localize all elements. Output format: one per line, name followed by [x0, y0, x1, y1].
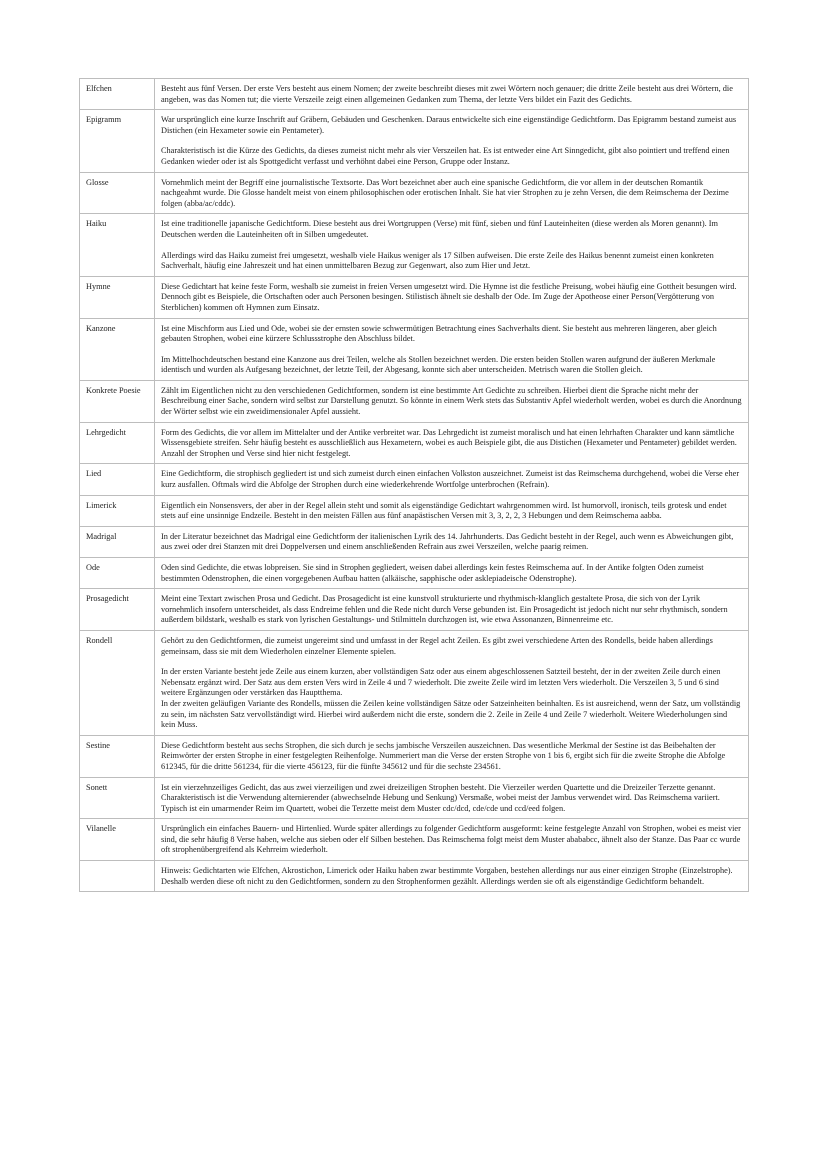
- description-cell: [155, 380, 749, 422]
- term-cell: Rondell: [80, 630, 155, 735]
- description-paragraph: Eigentlich ein Nonsensvers, der aber in der Regel allein steht und somit als eigenständige Gedichtart wahrgenommen wird. Ist humorvoll, ironisch, teils grotesk und endet stets auf eine unsinnige Endzeile. Besteht in den meisten Fällen aus fünf anapästischen Versen mit 3, 3, 2, 2, 3 Hebungen und dem Reimschema aabba.: [161, 500, 727, 521]
- description-paragraph: Form des Gedichts, die vor allem im Mittelalter und der Antike verbreitet war. Das Lehrgedicht ist zumeist moralisch und hat einen lehrhaften Charakter und kann sämtliche Wissensgebiete streifen. Sehr häufig besteht es ausschließlich aus Hexametern, wobei es auch Beispiele gibt, die aus Distichen (Hexameter und Pentameter) gebildet werden. Anzahl der Strophen und Verse sind hier nicht festgelegt.: [161, 427, 737, 458]
- description-paragraph: Ist ein vierzehnzeiliges Gedicht, das aus zwei vierzeiligen und zwei dreizeiligen Strophen besteht. Die Vierzeiler werden Quartette und die Dreizeiler Terzette genannt. Charakteristisch ist die Verwendung alternierender (abwechselnde Hebung und Senkung) Versmaße, wobei meist der Jambus verwendet wird. Das Reimschema variiert. Typisch ist ein umarmender Reim im Quartett, wobei die Terzette meist dem Muster cdc/dcd, cde/cde und ccd/eed folgen.: [161, 782, 720, 813]
- term-cell: Lied: [80, 464, 155, 495]
- table-row: [80, 380, 749, 422]
- description-paragraph: Allerdings wird das Haiku zumeist frei umgesetzt, weshalb viele Haikus weniger als 17 Silben aufweisen. Die erste Zeile des Haikus benennt zumeist einen konkreten Sachverhalt, häufig eine Jahreszeit und hat einen unmittelbaren Bezug zur Gegenwart, also zum Hier und Jetzt.: [161, 250, 714, 271]
- description-paragraph: Zählt im Eigentlichen nicht zu den verschiedenen Gedichtformen, sondern ist eine bestimmte Art Gedichte zu schreiben. Hierbei dient die Sprache nicht mehr der Beschreibung einer Sache, sondern wird selbst zur Darstellung genutzt. So könnte in einem Werk stets das Substantiv Apfel wiederholt werden, wobei es durch die Anordnung der Wörter selbst wie ein zweidimensionaler Apfel aussieht.: [161, 385, 742, 417]
- description-cell: [155, 630, 749, 735]
- table-row: [80, 318, 749, 380]
- description-cell: [155, 318, 749, 380]
- table-row: [80, 777, 749, 819]
- table-row: [80, 735, 749, 777]
- table-row: [80, 79, 749, 110]
- description-paragraph: Charakteristisch ist die Kürze des Gedichts, da dieses zumeist nicht mehr als vier Verszeilen hat. Es ist entweder eine Art Sinngedicht, gibt also pointiert und treffend einen Gedanken wieder oder ist als Spottgedicht verfasst und verhöhnt dabei eine Person, Gruppe oder Instanz.: [161, 146, 730, 166]
- table-row: [80, 464, 749, 495]
- description-cell: [155, 464, 749, 495]
- table-row: [80, 214, 749, 276]
- table-row: [80, 630, 749, 735]
- table-row: [80, 495, 749, 526]
- description-cell: [155, 735, 749, 777]
- term-cell: Elfchen: [80, 79, 155, 110]
- description-cell: [155, 495, 749, 526]
- table-row: [80, 110, 749, 172]
- term-cell: Epigramm: [80, 110, 155, 172]
- description-cell: [155, 110, 749, 172]
- term-cell: Limerick: [80, 495, 155, 526]
- description-cell: [155, 558, 749, 589]
- description-paragraph: Ursprünglich ein einfaches Bauern- und Hirtenlied. Wurde später allerdings zu folgender Gedichtform ausgeformt: keine festgelegte Anzahl von Strophen, wobei es meist vier sind, die sehr häufig 8 Verse haben, welche aus sieben oder elf Silben bestehen. Das Reimschema folgt meist dem Muster abababcc, ähnelt also der Stanze. Das Paar cc wurde oft strophenübergreifend als Kehrreim wiederholt.: [161, 824, 741, 855]
- table-row: [80, 422, 749, 464]
- table-row: [80, 172, 749, 214]
- description-paragraph: Ist eine Mischform aus Lied und Ode, wobei sie der ernsten sowie schwermütigen Betrachtung eines Sachverhalts dient. Sie besteht aus mehreren längeren, aber gleich gebauten Strophen, wobei eine kürzere Schlussstrophe den Abschluss bildet.: [161, 323, 717, 344]
- description-paragraph: Vornehmlich meint der Begriff eine journalistische Textsorte. Das Wort bezeichnet aber auch eine spanische Gedichtform, die vor allem in der deutschen Romantik nachgeahmt wurde. Die Glosse handelt meist von einem philosophischen oder erotischen Inhalt. Sie hat vier Strophen zu je zehn Versen, die dem Reimschema der Dezime folgen (abba/ac/cddc).: [161, 177, 729, 208]
- term-cell: Kanzone: [80, 318, 155, 380]
- term-cell: Madrigal: [80, 526, 155, 557]
- description-paragraph: Eine Gedichtform, die strophisch gegliedert ist und sich zumeist durch einen einfachen Volkston auszeichnet. Zumeist ist das Reimschema durchgehend, wobei die Verse eher kurz ausfallen. Oftmals wird die Abfolge der Strophen durch eine wiederkehrende Wortfolge unterbrochen (Refrain).: [161, 469, 740, 490]
- description-paragraph: Diese Gedichtart hat keine feste Form, weshalb sie zumeist in freien Versen umgesetzt wird. Die Hymne ist die festliche Preisung, wobei häufig eine Gottheit besungen wird. Dennoch gibt es Beispiele, die Ortschaften oder auch Personen besingen. Stilistisch ähnelt sie deshalb der Ode. Im Zuge der Apotheose einer Person(Vergötterung von Sterblichen) kommen oft Hymnen zum Einsatz.: [161, 281, 737, 312]
- term-cell: Sestine: [80, 735, 155, 777]
- description-cell: [155, 819, 749, 861]
- term-cell: Sonett: [80, 777, 155, 819]
- term-cell: Glosse: [80, 172, 155, 214]
- term-cell: Vilanelle: [80, 819, 155, 861]
- description-cell: [155, 172, 749, 214]
- description-paragraph: Oden sind Gedichte, die etwas lobpreisen. Sie sind in Strophen gegliedert, weisen dabei allerdings kein festes Reimschema auf. In der Antike folgten Oden zumeist bestimmten Odenstrophen, die einen vorgegebenen Aufbau hatten (alkäische, sapphische oder asklepiadeische Odenstrophe).: [161, 563, 704, 583]
- table-row: [80, 861, 749, 892]
- document-page: [79, 78, 749, 892]
- description-cell: [155, 589, 749, 631]
- table-body: [80, 79, 749, 892]
- description-cell: [155, 526, 749, 557]
- term-cell: Haiku: [80, 214, 155, 276]
- term-cell: Lehrgedicht: [80, 422, 155, 464]
- term-cell: Ode: [80, 558, 155, 589]
- description-cell: [155, 214, 749, 276]
- term-cell: [80, 861, 155, 892]
- description-paragraph: Im Mittelhochdeutschen bestand eine Kanzone aus drei Teilen, welche als Stollen bezeichnet werden. Die ersten beiden Stollen waren aufgrund der äußeren Merkmale identisch und wurden als Aufgesang bezeichnet, der letzte Teil, der Abgesang, konnte sich aber unterscheiden. Metrisch waren die Stollen gleich.: [161, 354, 716, 375]
- term-cell: Konkrete Poesie: [80, 380, 155, 422]
- term-cell: Prosagedicht: [80, 589, 155, 631]
- description-cell: [155, 276, 749, 318]
- description-paragraph: War ursprünglich eine kurze Inschrift auf Gräbern, Gebäuden und Geschenken. Daraus entwickelte sich eine eigenständige Gedichtform. Das Epigramm bestand zumeist aus Distichen (ein Hexameter sowie ein Pentameter).: [161, 115, 737, 135]
- description-paragraph: In der Literatur bezeichnet das Madrigal eine Gedichtform der italienischen Lyrik des 14. Jahrhunderts. Das Gedicht besteht in der Regel, auch wenn es Abweichungen gibt, aus zwei oder drei Stanzen mit drei Doppelversen und einem anschließenden Refrain aus zwei Verszeilen, welche paarig reimen.: [161, 531, 734, 552]
- description-cell: [155, 777, 749, 819]
- table-row: [80, 819, 749, 861]
- description-cell: [155, 79, 749, 110]
- description-paragraph: Gehört zu den Gedichtformen, die zumeist ungereimt sind und umfasst in der Regel acht Zeilen. Es gibt zwei verschiedene Arten des Rondells, beide haben allerdings gemeinsam, dass sie mit dem Wiederholen einzelner Elemente spielen.: [161, 635, 713, 656]
- description-cell: [155, 861, 749, 892]
- table-row: [80, 276, 749, 318]
- table-row: [80, 558, 749, 589]
- table-row: [80, 589, 749, 631]
- description-paragraph: Besteht aus fünf Versen. Der erste Vers besteht aus einem Nomen; der zweite beschreibt dieses mit zwei Wörtern noch genauer; die dritte Zeile besteht aus drei Wörtern, die angeben, was das Nomen tut; die vierte Verszeile zeigt einen allgemeinen Gedanken zum Thema, der letzte Vers bildet ein Fazit des Gedichts.: [161, 84, 733, 104]
- description-paragraph: Meint eine Textart zwischen Prosa und Gedicht. Das Prosagedicht ist eine kunstvoll strukturierte und rhythmisch-klanglich gestaltete Prosa, die sich von der Lyrik vornehmlich insofern unterscheidet, als dass Endreime fehlen und die Rede nicht durch Verse gebunden ist. Ein Prosagedicht ist jedoch nicht nur sehr rhythmisch, sondern außerdem bildstark, weshalb es stark von lyrischen Gestaltungs- und Stilmitteln durchzogen ist, wie etwa Assonanzen, Binnenreime etc.: [161, 594, 728, 625]
- description-paragraph: Ist eine traditionelle japanische Gedichtform. Diese besteht aus drei Wortgruppen (Verse) mit fünf, sieben und fünf Lauteinheiten (diese werden als Moren genannt). Im Deutschen werden die Lauteinheiten oft in Silben umgedeutet.: [161, 219, 718, 239]
- term-cell: Hymne: [80, 276, 155, 318]
- description-paragraph: Diese Gedichtform besteht aus sechs Strophen, die sich durch je sechs jambische Verszeilen auszeichnen. Das wesentliche Merkmal der Sestine ist das Beibehalten der Reimwörter der ersten Strophe in einer festgelegten Reihenfolge. Nummeriert man die Verse der ersten Strophe von 1 bis 6, ergibt sich für die zweite Strophe die Abfolge 612345, für die dritte 561234, für die vierte 456123, für die fünfte 345612 und für die sechste 234561.: [161, 740, 726, 771]
- description-paragraph: In der ersten Variante besteht jede Zeile aus einem kurzen, aber vollständigen Satz oder aus einem abgeschlossenen Satzteil besteht, der in der zweiten Zeile durch einen Nebensatz ergänzt wird. Der Satz aus dem ersten Vers wird in Zeile 4 und 7 wiederholt. Die zweite Zeile wird im letzten Vers wiederholt. Die Verszeilen 3, 5 und 6 sind weitere Ergänzungen oder verstärken das Hauptthema. In der zweiten geläufigen Variante des Rondells, müssen die Zeilen keine vollständigen Sätze oder Satzeinheiten beinhalten. Es ist ausreichend, wenn der Satz, um vollständig zu sein, im nächsten Satz vervollständigt wird. Hierbei wird außerdem nicht die erste, sondern die 2. Zeile in Zeile 4 und Zeile 7 wiederholt. Weitere Wiederholungen sind kein Muss.: [161, 667, 741, 730]
- description-cell: [155, 422, 749, 464]
- description-paragraph: Hinweis: Gedichtarten wie Elfchen, Akrostichon, Limerick oder Haiku haben zwar bestimmte Vorgaben, bestehen allerdings nur aus einer einzigen Strophe (Einzelstrophe). Deshalb werden diese oft nicht zu den Gedichtformen, sondern zu den Strophenformen gezählt. Allerdings werden sie oft als eigenständige Gedichtform behandelt.: [161, 866, 733, 886]
- table-row: [80, 526, 749, 557]
- poem-forms-table: [79, 78, 749, 892]
